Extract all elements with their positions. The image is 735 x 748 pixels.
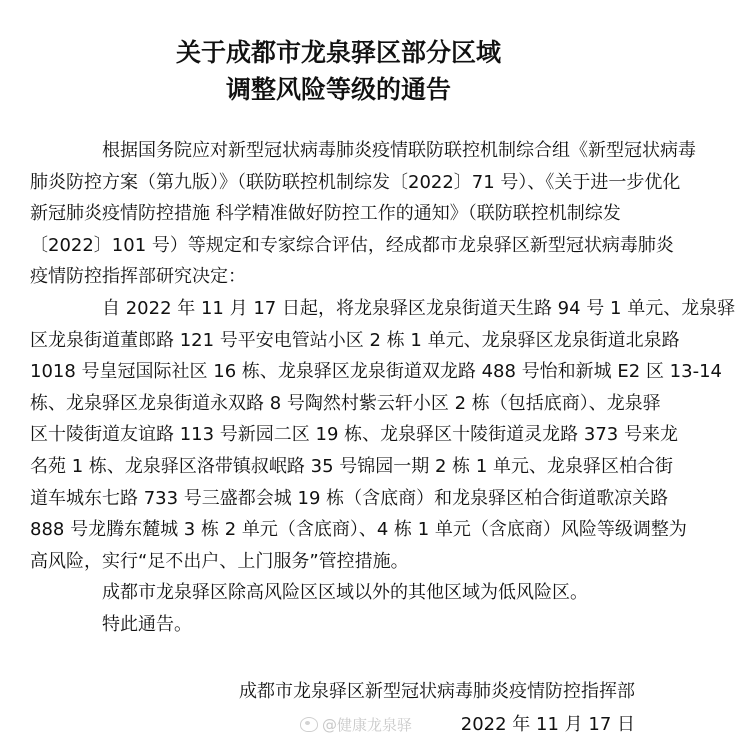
watermark-text: @健康龙泉驿 [322, 716, 413, 734]
paragraph-line: 道车城东七路 733 号三盛都会城 19 栋（含底商）和龙泉驿区柏合街道歌凉关路 [30, 487, 669, 509]
paragraph-decision [30, 293, 735, 577]
paragraph-line: 自 2022 年 11 月 17 日起，将龙泉驿区龙泉街道天生路 94 号 1 单元、龙泉驿 [102, 297, 735, 319]
paragraph-line: 〔2022〕101 号）等规定和专家综合评估，经成都市龙泉驿区新型冠状病毒肺炎 [30, 234, 674, 256]
paragraph-line: 疫情防控指挥部研究决定： [30, 266, 246, 288]
paragraph-line: 根据国务院应对新型冠状病毒肺炎疫情联防联控机制综合组《新型冠状病毒 [102, 140, 696, 161]
paragraph-line: 名苑 1 栋、龙泉驿区洛带镇叔岷路 35 号锦园一期 2 栋 1 单元、龙泉驿区柏合街 [30, 455, 674, 477]
paragraph-line: 新冠肺炎疫情防控措施 科学精准做好防控工作的通知》（联防联控机制综发 [30, 203, 621, 225]
watermark [300, 714, 412, 736]
issue-date: 2022 年 11 月 17 日 [460, 714, 635, 735]
paragraph-closing [30, 609, 650, 641]
paragraph-line: 成都市龙泉驿区除高风险区区域以外的其他区域为低风险区。 [102, 582, 588, 604]
weibo-logo-icon [300, 717, 318, 732]
paragraph-line: 栋、龙泉驿区龙泉街道永双路 8 号陶然村紫云轩小区 2 栋（包括底商）、龙泉驿 [30, 392, 661, 414]
paragraph-basis [30, 135, 696, 293]
paragraph-line: 高风险，实行“足不出户、上门服务”管控措施。 [30, 550, 409, 572]
paragraph-low-risk [30, 577, 650, 609]
notice-title-line-2: 调整风险等级的通告 [225, 75, 451, 104]
paragraph-line: 肺炎防控方案（第九版）》（联防联控机制综发〔2022〕71 号）、《关于进一步优化 [30, 171, 681, 193]
issuing-authority: 成都市龙泉驿区新型冠状病毒肺炎疫情防控指挥部 [239, 681, 635, 702]
notice-title-line-1: 关于成都市龙泉驿区部分区域 [175, 38, 501, 67]
paragraph-line: 区十陵街道友谊路 113 号新园二区 19 栋、龙泉驿区十陵街道灵龙路 373 号来龙 [30, 424, 678, 446]
paragraph-line: 区龙泉街道董郎路 121 号平安电管站小区 2 栋 1 单元、龙泉驿区龙泉街道北泉路 [30, 329, 680, 351]
paragraph-line: 1018 号皇冠国际社区 16 栋、龙泉驿区龙泉街道双龙路 488 号怡和新城 E2 区 13-14 [30, 361, 722, 383]
notice-body [30, 135, 735, 641]
paragraph-line: 888 号龙腾东麓城 3 栋 2 单元（含底商）、4 栋 1 单元（含底商）风险等级调整为 [30, 519, 687, 541]
paragraph-line: 特此通告。 [102, 613, 192, 635]
